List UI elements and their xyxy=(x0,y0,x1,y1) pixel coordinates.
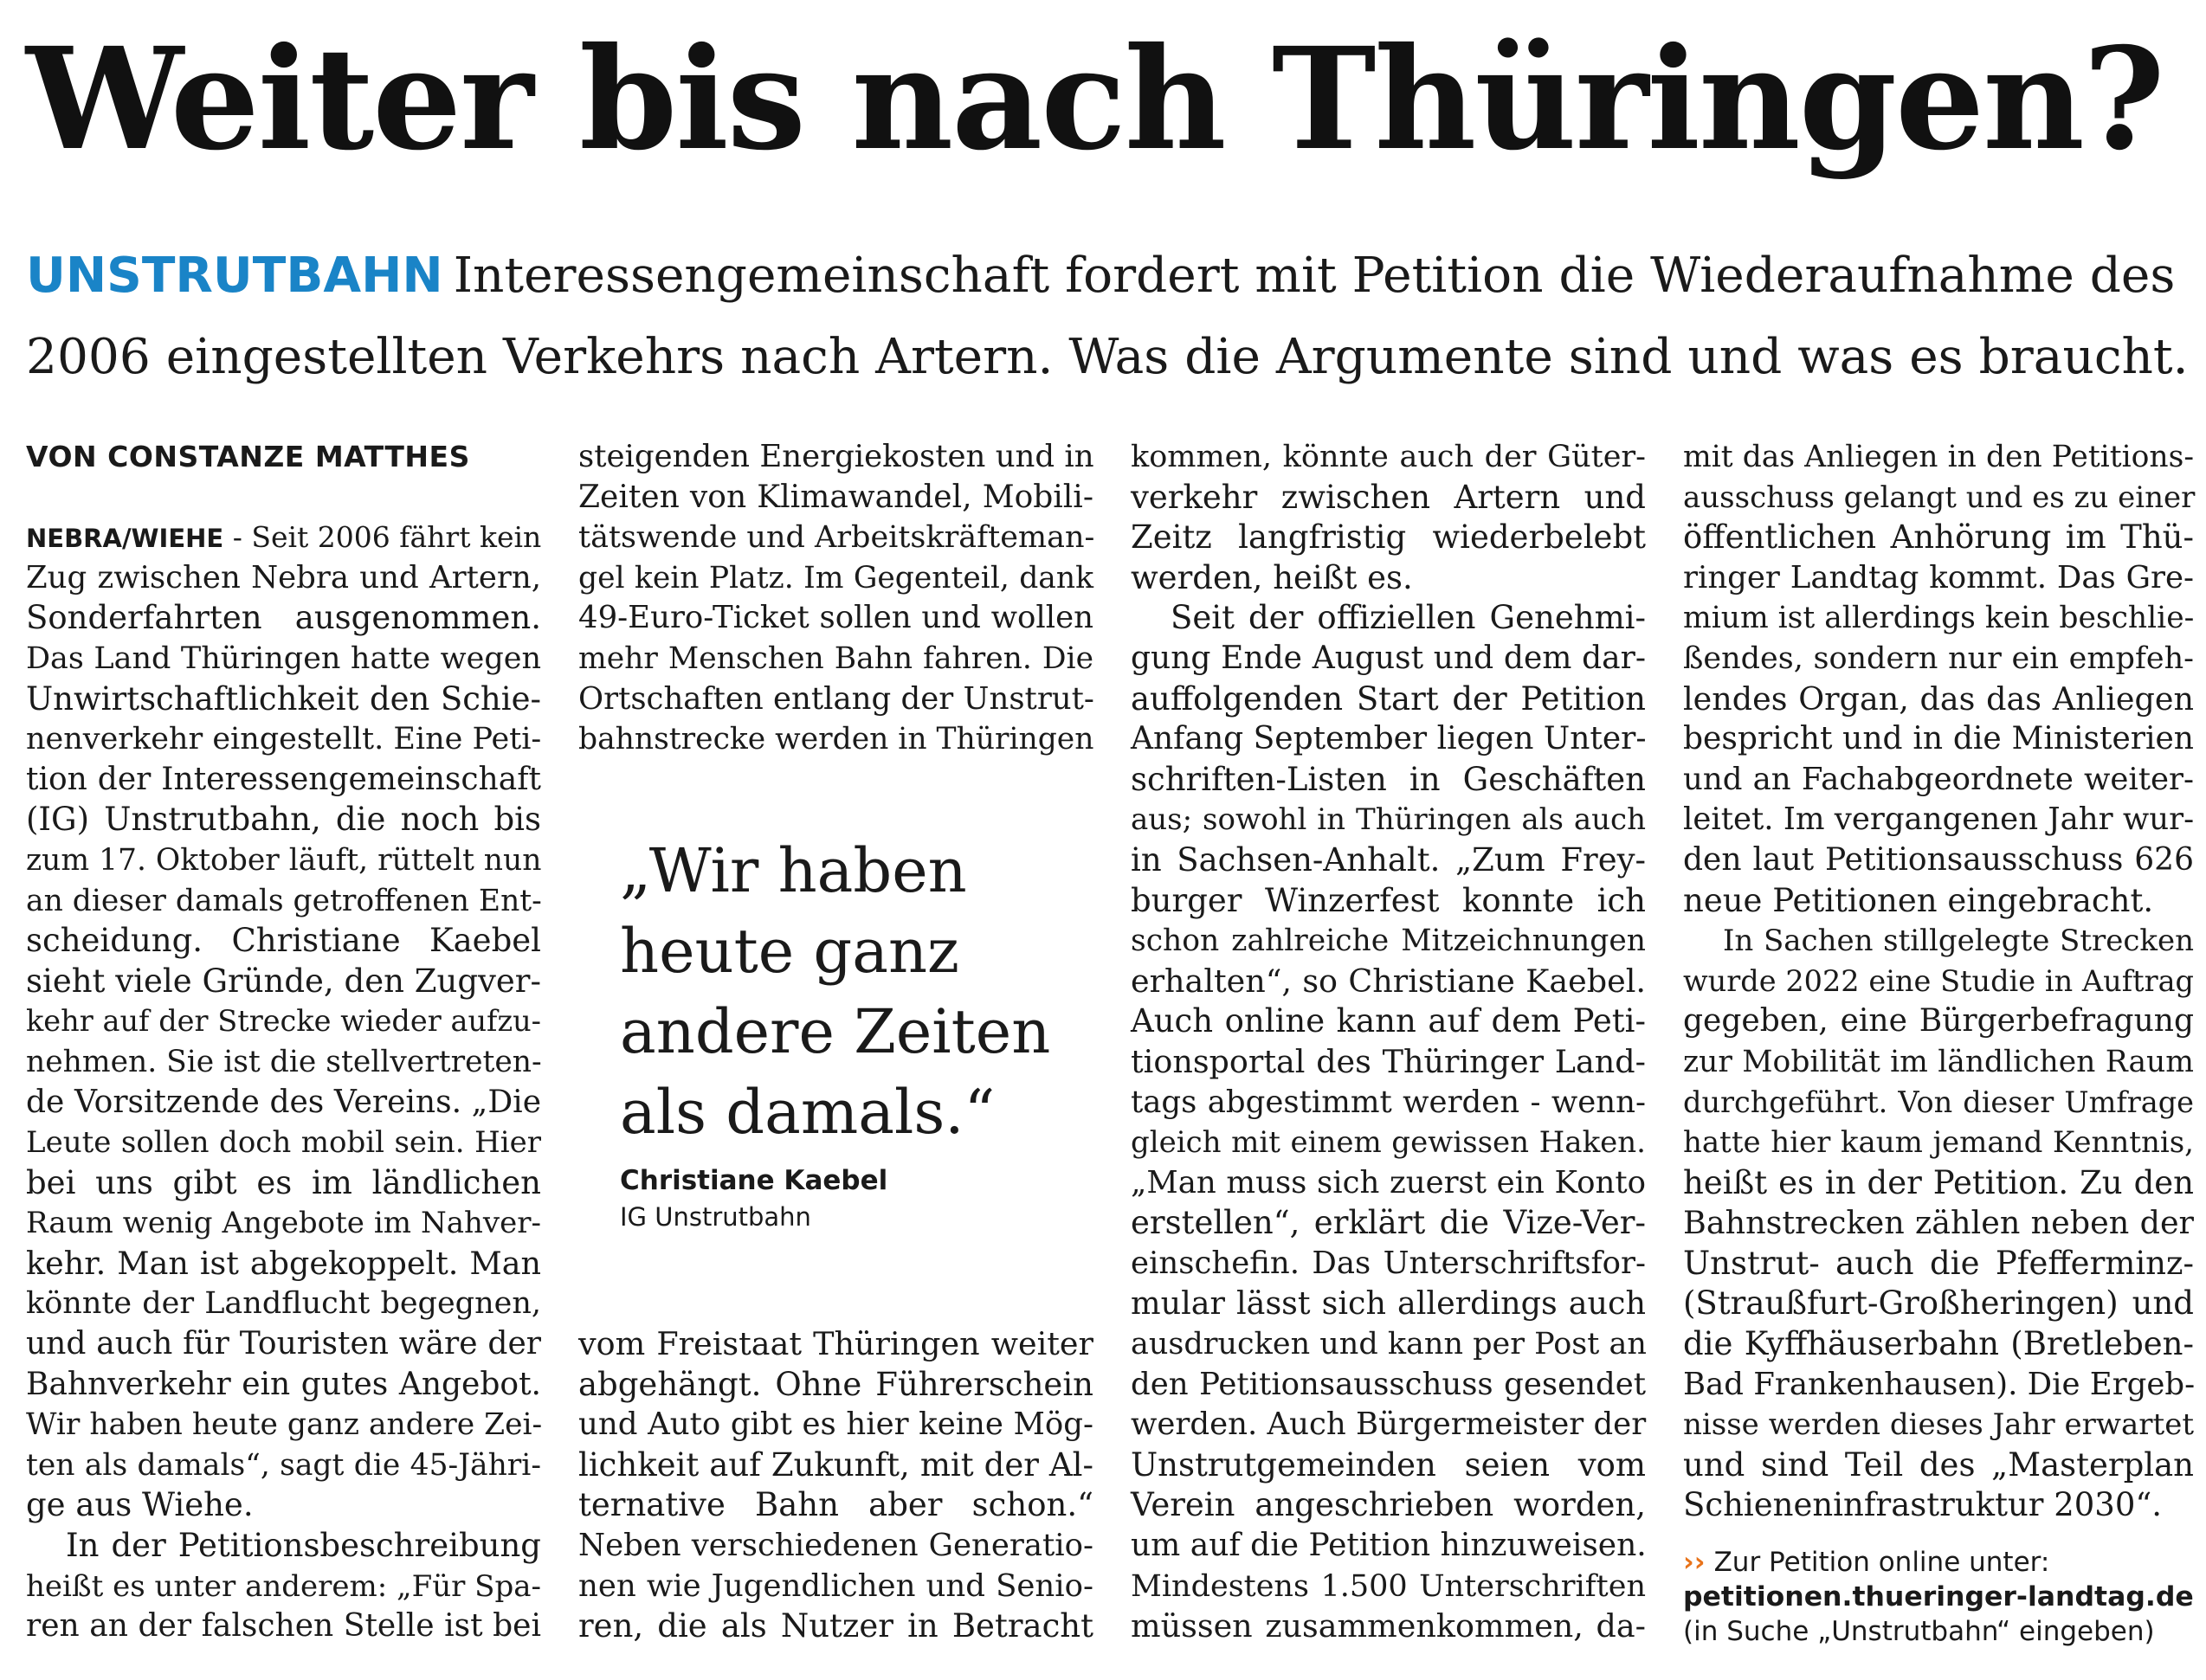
dateline: NEBRA/WIEHE xyxy=(26,524,224,554)
text-line: bespricht und in die Ministerien xyxy=(1683,721,2194,757)
text-line: scheidung. Christiane Kaebel xyxy=(26,922,541,960)
text-line: tätswende und Arbeitskräfteman- xyxy=(578,520,1095,556)
text-line: schon zahlreiche Mitzeichnungen xyxy=(1131,924,1646,959)
text-line: aus; sowohl in Thüringen als auch xyxy=(1131,802,1646,838)
text-line: leitet. Im vergangenen Jahr wur- xyxy=(1683,801,2195,838)
text-line: ausschuss gelangt und es zu einer xyxy=(1683,480,2196,515)
subhead-line-1: Interessengemeinschaft fordert mit Petition die Wiederaufnahme des xyxy=(453,248,2176,304)
text-line: „Man muss sich zuerst ein Konto xyxy=(1131,1164,1646,1200)
text-line: nehmen. Sie ist die stellvertreten- xyxy=(26,1044,542,1079)
info-note: (in Suche „Unstrutbahn“ eingeben) xyxy=(1683,1616,2155,1647)
text-line: vom Freistaat Thüringen weiter xyxy=(578,1325,1093,1362)
text-line: Unwirtschaftlichkeit den Schie- xyxy=(26,679,541,718)
text-line: sieht viele Gründe, den Zugver- xyxy=(26,962,541,1000)
text-line: (Straußfurt-Großheringen) und xyxy=(1683,1284,2194,1323)
text-line: die Kyffhäuserbahn (Bretleben- xyxy=(1683,1325,2194,1363)
text-line: Auch online kann auf dem Peti- xyxy=(1131,1002,1646,1040)
subheadline xyxy=(26,235,2190,398)
text-line: auffolgenden Start der Petition xyxy=(1131,679,1646,718)
text-line: erhalten“, so Christiane Kaebel. xyxy=(1131,962,1646,1000)
text-line: steigenden Energiekosten und in xyxy=(578,439,1094,474)
text-line: Wir haben heute ganz andere Zei- xyxy=(26,1407,543,1443)
text-line: ren, die als Nutzer in Betracht xyxy=(578,1607,1093,1645)
text-line: Zeitz langfristig wiederbelebt xyxy=(1131,518,1646,557)
text-line: den laut Petitionsausschuss 626 xyxy=(1683,841,2194,878)
text-line: durchgeführt. Von dieser Umfrage xyxy=(1683,1085,2194,1119)
text-line: bei uns gibt es im ländlichen xyxy=(26,1163,541,1201)
text-line: heißt es in der Petition. Zu den xyxy=(1683,1163,2194,1201)
text-line: bahnstrecke werden in Thüringen xyxy=(578,722,1094,757)
text-line: In der Petitionsbeschreibung xyxy=(66,1527,541,1565)
text-line: mehr Menschen Bahn fahren. Die xyxy=(578,640,1093,676)
article-column-4 xyxy=(1683,437,2194,1526)
text-line: Unstrut- auch die Pfefferminz- xyxy=(1683,1244,2194,1282)
text-line: de Vorsitzende des Vereins. „Die xyxy=(26,1084,541,1120)
text-line: an dieser damals getroffenen Ent- xyxy=(26,883,542,918)
text-line: ßendes, sondern nur ein empfeh- xyxy=(1683,640,2194,676)
quote-line: andere Zeiten xyxy=(620,996,1051,1067)
pull-quote xyxy=(620,831,1070,1234)
text-line: heißt es unter anderem: „Für Spa- xyxy=(26,1568,541,1604)
text-line: erstellen“, erklärt die Vize-Ver- xyxy=(1131,1204,1646,1242)
text-line: Zeiten von Klimawandel, Mobili- xyxy=(578,479,1093,515)
text-line: lendes Organ, das das Anliegen xyxy=(1683,679,2194,718)
text-line: ren an der falschen Stelle ist bei xyxy=(26,1608,541,1645)
headline: Weiter bis nach Thüringen? xyxy=(26,17,2164,182)
text-line: neue Petitionen eingebracht. xyxy=(1683,881,2154,919)
text-line: ausdrucken und kann per Post an xyxy=(1131,1327,1647,1362)
text-line: verkehr zwischen Artern und xyxy=(1131,478,1646,516)
text-line: mit das Anliegen in den Petitions- xyxy=(1683,440,2194,474)
text-line: NEBRA/WIEHE - Seit 2006 fährt kein xyxy=(26,520,542,555)
text-line: Das Land Thüringen hatte wegen xyxy=(26,640,541,676)
text-line: Bad Frankenhausen). Die Ergeb- xyxy=(1683,1366,2196,1402)
text-line: hatte hier kaum jemand Kenntnis, xyxy=(1683,1125,2194,1161)
text-line: Neben verschiedenen Generatio- xyxy=(578,1527,1093,1563)
text-line: gung Ende August und dem dar- xyxy=(1131,640,1646,676)
text-line: Unstrutgemeinden seien vom xyxy=(1131,1445,1646,1484)
text-line: kehr auf der Strecke wieder aufzu- xyxy=(26,1004,541,1039)
text-line: 49-Euro-Ticket sollen und wollen xyxy=(578,600,1093,636)
info-label: Zur Petition online unter: xyxy=(1713,1547,2050,1578)
text-line: und sind Teil des „Masterplan xyxy=(1683,1445,2194,1484)
text-line: lichkeit auf Zukunft, mit der Al- xyxy=(578,1445,1093,1484)
text-line: tion der Interessengemeinschaft xyxy=(26,761,541,797)
text-line: zum 17. Oktober läuft, rüttelt nun xyxy=(26,842,542,878)
kicker-label: UNSTRUTBAHN xyxy=(26,248,443,304)
text-line: einschefin. Das Unterschriftsfor- xyxy=(1131,1245,1646,1281)
text-line: Zug zwischen Nebra und Artern, xyxy=(26,559,541,595)
text-line: nenverkehr eingestellt. Eine Peti- xyxy=(26,722,542,757)
text-line: abgehängt. Ohne Führerschein xyxy=(578,1365,1093,1403)
text-line: zur Mobilität im ländlichen Raum xyxy=(1683,1044,2194,1079)
text-line: gleich mit einem gewissen Haken. xyxy=(1131,1125,1646,1161)
pull-quote-text xyxy=(620,831,1070,1153)
quote-line: „Wir haben xyxy=(620,835,967,906)
text-line: Ortschaften entlang der Unstrut- xyxy=(578,680,1094,717)
text-line: den Petitionsausschuss gesendet xyxy=(1131,1366,1646,1402)
text-line: Sonderfahrten ausgenommen. xyxy=(26,599,541,637)
article-column-3 xyxy=(1131,437,1646,1647)
text-line: schriften-Listen in Geschäften xyxy=(1131,760,1646,798)
text-line: gel kein Platz. Im Gegenteil, dank xyxy=(578,560,1093,595)
article-column-1 xyxy=(26,437,541,1647)
text-line: tionsportal des Thüringer Land- xyxy=(1131,1042,1646,1080)
text-line: nisse werden dieses Jahr erwartet xyxy=(1683,1407,2194,1443)
text-line: (IG) Unstrutbahn, die noch bis xyxy=(26,801,541,839)
text-line: müssen zusammenkommen, da- xyxy=(1131,1607,1646,1645)
text-line: gegeben, eine Bürgerbefragung xyxy=(1683,1003,2194,1040)
text-line: öffentlichen Anhörung im Thü- xyxy=(1683,518,2194,557)
quote-organization: IG Unstrutbahn xyxy=(620,1202,811,1232)
text-line: und auch für Touristen wäre der xyxy=(26,1326,541,1362)
article-column-2-bottom xyxy=(578,1324,1093,1647)
text-line: in Sachsen-Anhalt. „Zum Frey- xyxy=(1131,840,1646,879)
arrow-icon: ›› xyxy=(1683,1547,1706,1578)
text-line: um auf die Petition hinzuweisen. xyxy=(1131,1528,1647,1564)
text-line: Bahnstrecken zählen neben der xyxy=(1683,1204,2194,1242)
text-line: mium ist allerdings kein beschlie- xyxy=(1683,601,2195,636)
text-line: ten als damals“, sagt die 45-Jähri- xyxy=(26,1447,541,1483)
text-line: werden, heißt es. xyxy=(1131,558,1413,596)
subhead-line-2: 2006 eingestellten Verkehrs nach Artern. Was die Argumente sind und was es braucht. xyxy=(26,329,2189,385)
text-line: und an Fachabgeordnete weiter- xyxy=(1683,761,2194,797)
text-line: mular lässt sich allerdings auch xyxy=(1131,1284,1646,1323)
petition-url: petitionen.thueringer-landtag.de xyxy=(1683,1581,2194,1612)
text-line: werden. Auch Bürgermeister der xyxy=(1131,1406,1647,1443)
text-line: Leute sollen doch mobil sein. Hier xyxy=(26,1125,541,1161)
text-line: In Sachen stillgelegte Strecken xyxy=(1723,924,2194,959)
text-line: könnte der Landflucht begegnen, xyxy=(26,1286,541,1322)
text-line: Anfang September liegen Unter- xyxy=(1131,721,1647,757)
article-column-2-top xyxy=(578,437,1093,760)
text-line: burger Winzerfest konnte ich xyxy=(1131,881,1646,919)
text-line: nen wie Jugendlichen und Senio- xyxy=(578,1567,1093,1604)
petition-info-box xyxy=(1683,1545,2194,1649)
text-line: kommen, könnte auch der Güter- xyxy=(1131,440,1646,474)
byline: VON CONSTANZE MATTHES xyxy=(26,440,470,473)
text-line: Mindestens 1.500 Unterschriften xyxy=(1131,1568,1646,1604)
text-line: Schieneninfrastruktur 2030“. xyxy=(1683,1486,2163,1524)
text-line: Raum wenig Angebote im Nahver- xyxy=(26,1206,541,1241)
text-line: Verein angeschrieben worden, xyxy=(1131,1486,1646,1524)
quote-line: als damals.“ xyxy=(620,1077,996,1148)
quote-author: Christiane Kaebel xyxy=(620,1165,888,1196)
quote-line: heute ganz xyxy=(620,916,959,987)
text-line: ternative Bahn aber schon.“ xyxy=(578,1486,1093,1524)
text-line: tags abgestimmt werden - wenn- xyxy=(1131,1084,1646,1120)
text-line: Bahnverkehr ein gutes Angebot. xyxy=(26,1366,541,1402)
text-line: Seit der offiziellen Genehmi- xyxy=(1171,599,1646,637)
text-line: und Auto gibt es hier keine Mög- xyxy=(578,1406,1093,1443)
text-line: ringer Landtag kommt. Das Gre- xyxy=(1683,559,2194,595)
text-line: kehr. Man ist abgekoppelt. Man xyxy=(26,1244,541,1282)
text-line: wurde 2022 eine Studie in Auftrag xyxy=(1683,963,2194,998)
text-line: ge aus Wiehe. xyxy=(26,1486,254,1524)
